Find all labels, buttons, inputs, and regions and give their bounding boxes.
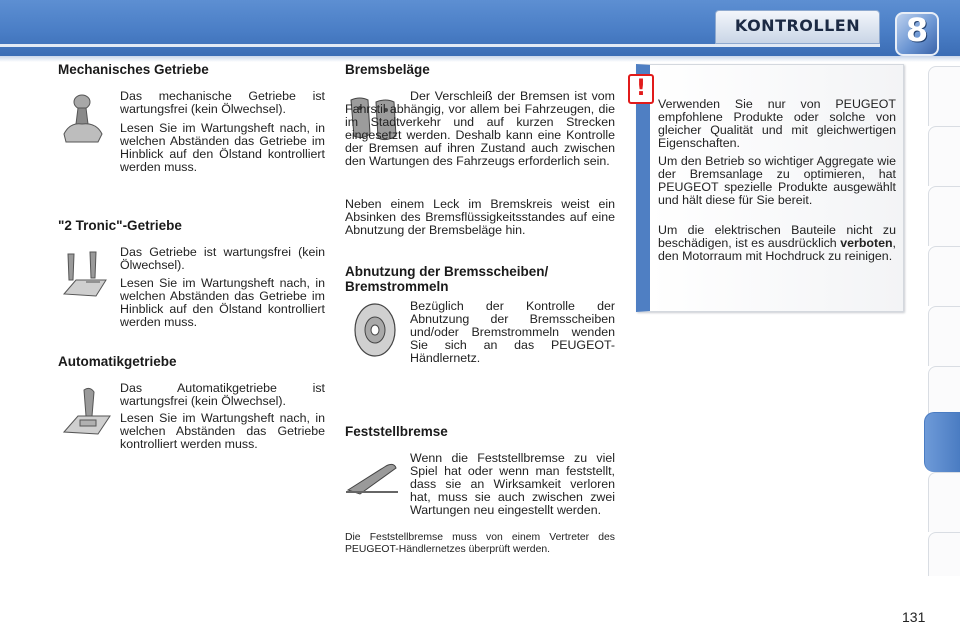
header-divider — [0, 44, 880, 47]
page-title: KONTROLLEN — [734, 16, 861, 35]
heading-automatikgetriebe: Automatikgetriebe — [58, 354, 177, 369]
chapter-tab-8[interactable] — [928, 472, 960, 532]
chapter-tab-4[interactable] — [928, 246, 960, 306]
chapter-tab-5[interactable] — [928, 306, 960, 366]
chapter-tab-1[interactable] — [928, 66, 960, 126]
brake-disc-icon — [350, 302, 400, 358]
heading-abnutzung-bremsscheiben: Abnutzung der Bremsscheiben/ Bremstrommeln — [345, 264, 549, 294]
warning-bold-verboten: verboten — [840, 236, 893, 250]
brake-pads-paragraph-1: Der Verschleiß der Bremsen ist vom Fahrstil abhängig, vor allem bei Fahrzeugen, die im Stadtverkehr und auf kurzen Strecken eingesetzt werden. Deshalb kann eine Kontrolle der Bremsen auf ihren Zustand auch zwischen den Wartungen des Fahrzeugs erforderlich sein. — [345, 89, 615, 168]
heading-mechanisches-getriebe: Mechanisches Getriebe — [58, 62, 209, 77]
gear-shift-knob-icon — [60, 94, 104, 146]
heading-feststellbremse: Feststellbremse — [345, 424, 448, 439]
heading-2-tronic-getriebe: "2 Tronic"-Getriebe — [58, 218, 182, 233]
warning-paragraph-1: Verwenden Sie nur von PEUGEOT empfohlene Produkte oder solche von gleicher Qualität und mit gleichwertigen Eigenschaften. — [658, 97, 896, 150]
mech-paragraph-2: Lesen Sie im Wartungsheft nach, in welchen Abständen das Getriebe im Hinblick auf den Ölstand kontrolliert werden muss. — [120, 121, 325, 174]
parking-paragraph-1: Wenn die Feststellbremse zu viel Spiel hat oder wenn man feststellt, dass sie an Wirksamkeit verloren hat, muss sie auch zwischen zwei Wartungen neu eingestellt werden. — [410, 451, 615, 517]
chapter-number: 8 — [905, 11, 929, 49]
tronic-gear-lever-icon — [60, 250, 110, 300]
chapter-tab-3[interactable] — [928, 186, 960, 246]
warning-paragraph-2: Um den Betrieb so wichtiger Aggregate wie der Bremsanlage zu optimieren, hat PEUGEOT spezielle Produkte ausgewählt und hält diese für Sie bereit. — [658, 154, 896, 207]
heading-bremsbelaege: Bremsbeläge — [345, 62, 430, 77]
auto-paragraph-1: Das Automatikgetriebe ist wartungsfrei (kein Ölwechsel). — [120, 381, 325, 408]
page-number: 131 — [902, 609, 926, 625]
mech-paragraph-1: Das mechanische Getriebe ist wartungsfrei (kein Ölwechsel). — [120, 89, 325, 116]
parking-brake-lever-icon — [346, 460, 400, 496]
warning-paragraph-3: Um die elektrischen Bauteile nicht zu beschädigen, ist es ausdrücklich verboten, den Motorraum mit Hochdruck zu reinigen. — [658, 223, 896, 263]
brake-pads-paragraph-2: Neben einem Leck im Bremskreis weist ein Absinken des Bremsflüssigkeitsstandes auf eine Abnutzung der Bremsbeläge hin. — [345, 197, 615, 237]
automatic-gear-selector-icon — [62, 386, 112, 438]
chapter-tab-2[interactable] — [928, 126, 960, 186]
chapter-tab-active[interactable] — [924, 412, 960, 472]
auto-paragraph-2: Lesen Sie im Wartungsheft nach, in welchen Abständen das Getriebe kontrolliert werden muss. — [120, 411, 325, 451]
chapter-tab-9[interactable] — [928, 532, 960, 576]
discs-paragraph-1: Bezüglich der Kontrolle der Abnutzung der Bremsscheiben und/oder Bremstrommeln wenden Sie sich an das PEUGEOT-Händlernetz. — [410, 299, 615, 365]
parking-note: Die Feststellbremse muss von einem Vertreter des PEUGEOT-Händlernetzes überprüft werden. — [345, 532, 615, 555]
tronic-paragraph-2: Lesen Sie im Wartungsheft nach, in welchen Abständen das Getriebe im Hinblick auf den Ölstand kontrolliert werden muss. — [120, 276, 325, 329]
warning-exclamation-icon: ! — [628, 74, 654, 104]
tronic-paragraph-1: Das Getriebe ist wartungsfrei (kein Ölwechsel). — [120, 245, 325, 272]
